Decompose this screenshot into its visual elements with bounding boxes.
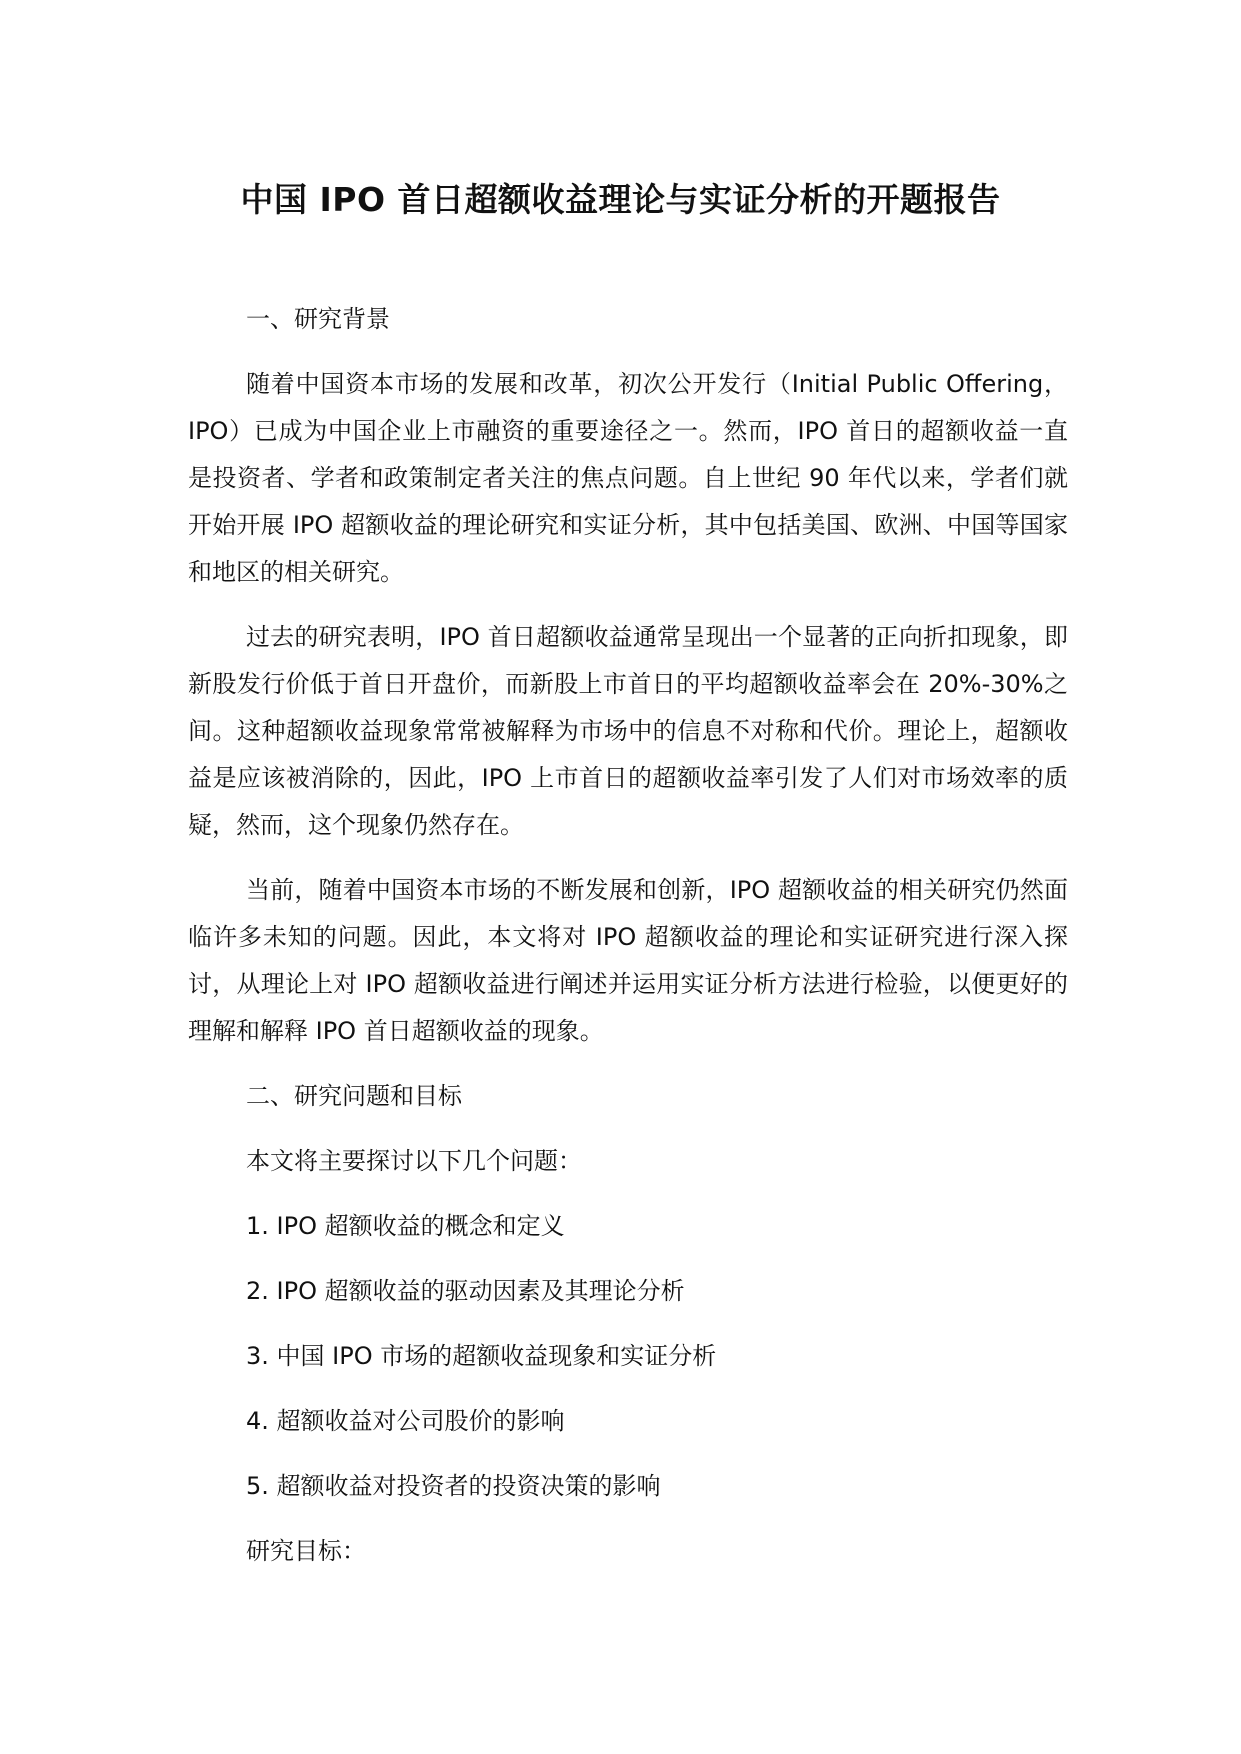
section-heading-background: 一、研究背景 [246,305,390,333]
section-heading-questions: 二、研究问题和目标 [246,1082,462,1110]
document-title: 中国 IPO 首日超额收益理论与实证分析的开题报告 [240,180,1001,219]
paragraph: 过去的研究表明，IPO 首日超额收益通常呈现出一个显著的正向折扣现象，即新股发行价低于首日开盘价，而新股上市首日的平均超额收益率会在 20%-30%之间。这种超额收益现象常常被解释为市场中的信息不对称和代价。理论上，超额收益是应该被消除的，因此，IPO 上市首日的超额收益率引发了人们对市场效率的质疑，然而，这个现象仍然存在。 [188,623,1068,839]
research-goal-label: 研究目标： [246,1537,366,1565]
list-item: 5. 超额收益对投资者的投资决策的影响 [246,1472,661,1500]
list-item: 1. IPO 超额收益的概念和定义 [246,1212,565,1240]
document-body [188,296,1068,1575]
list-item: 3. 中国 IPO 市场的超额收益现象和实证分析 [246,1342,717,1370]
list-item: 4. 超额收益对公司股价的影响 [246,1407,565,1435]
list-item: 2. IPO 超额收益的驱动因素及其理论分析 [246,1277,685,1305]
paragraph: 随着中国资本市场的发展和改革，初次公开发行（Initial Public Offering，IPO）已成为中国企业上市融资的重要途径之一。然而，IPO 首日的超额收益一直是投资者、学者和政策制定者关注的焦点问题。自上世纪 90 年代以来，学者们就开始开展 IPO 超额收益的理论研究和实证分析，其中包括美国、欧洲、中国等国家和地区的相关研究。 [188,370,1068,586]
questions-intro: 本文将主要探讨以下几个问题： [246,1147,582,1175]
paragraph: 当前，随着中国资本市场的不断发展和创新，IPO 超额收益的相关研究仍然面临许多未知的问题。因此，本文将对 IPO 超额收益的理论和实证研究进行深入探讨，从理论上对 IPO 超额收益进行阐述并运用实证分析方法进行检验，以便更好的理解和解释 IPO 首日超额收益的现象。 [188,876,1068,1045]
